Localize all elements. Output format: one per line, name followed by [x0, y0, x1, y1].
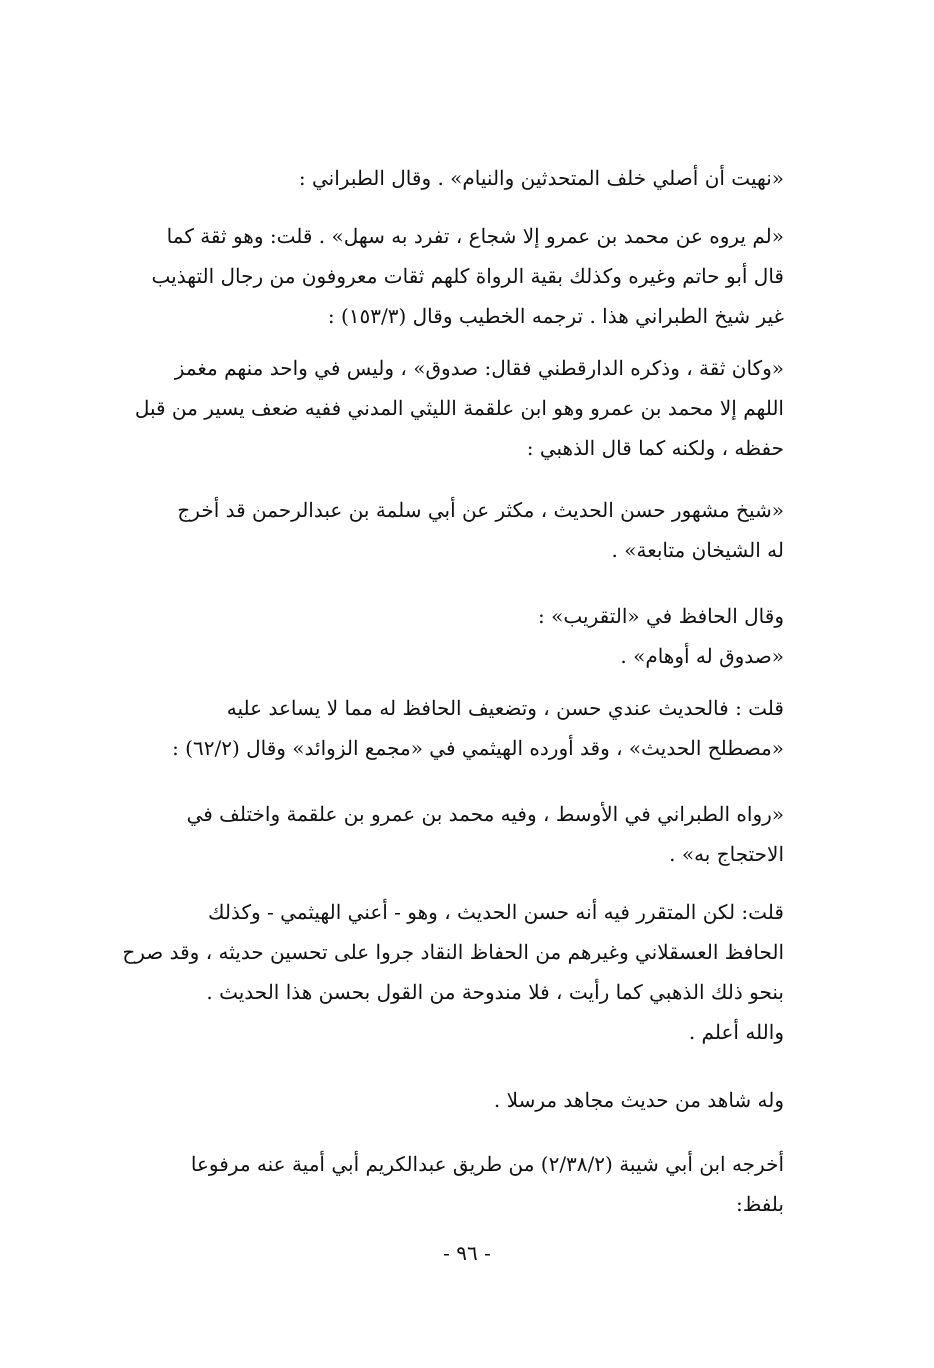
paragraph-line: اللهم إلا محمد بن عمرو وهو ابن علقمة الليثي المدني ففيه ضعف يسير من قبل	[134, 396, 784, 420]
paragraph-line: أخرجه ابن أبي شيبة (٢/٣٨/٢) من طريق عبدالكريم أبي أمية عنه مرفوعا	[190, 1152, 784, 1176]
paragraph-line: الحافظ العسقلاني وغيرهم من الحفاظ النقاد جروا على تحسين حديثه ، وقد صرح	[122, 940, 784, 964]
paragraph-10	[106, 1144, 784, 1224]
paragraph-7	[106, 794, 784, 874]
paragraph-line: له الشيخان متابعة» .	[611, 538, 784, 562]
paragraph-line: وقال الحافظ في «التقريب» :	[538, 604, 784, 628]
paragraph-1	[106, 158, 784, 198]
paragraph-8	[106, 892, 784, 1052]
paragraph-6	[106, 688, 784, 768]
paragraph-line: حفظه ، ولكنه كما قال الذهبي :	[526, 436, 784, 460]
paragraph-line: بنحو ذلك الذهبي كما رأيت ، فلا مندوحة من القول بحسن هذا الحديث .	[206, 980, 784, 1004]
paragraph-line: «شيخ مشهور حسن الحديث ، مكثر عن أبي سلمة بن عبدالرحمن قد أخرج	[177, 498, 784, 522]
paragraph-line: غير شيخ الطبراني هذا . ترجمه الخطيب وقال (١٥٣/٣) :	[327, 304, 784, 328]
paragraph-line: بلفظ:	[735, 1192, 784, 1216]
paragraph-line: «وكان ثقة ، وذكره الدارقطني فقال: صدوق» ، وليس في واحد منهم مغمز	[174, 356, 784, 380]
paragraph-3	[106, 348, 784, 468]
paragraph-line: قلت: لكن المتقرر فيه أنه حسن الحديث ، وهو - أعني الهيثمي - وكذلك	[208, 900, 784, 924]
paragraph-line: وله شاهد من حديث مجاهد مرسلا .	[493, 1088, 784, 1112]
paragraph-line: «نهيت أن أصلي خلف المتحدثين والنيام» . وقال الطبراني :	[298, 166, 784, 190]
paragraph-line: «مصطلح الحديث» ، وقد أورده الهيثمي في «مجمع الزوائد» وقال (٦٢/٢) :	[172, 736, 784, 760]
paragraph-line: والله أعلم .	[688, 1020, 784, 1044]
paragraph-5	[106, 596, 784, 676]
paragraph-2	[106, 216, 784, 336]
paragraph-line: قال أبو حاتم وغيره وكذلك بقية الرواة كلهم ثقات معروفون من رجال التهذيب	[151, 264, 784, 288]
paragraph-line: قلت : فالحديث عندي حسن ، وتضعيف الحافظ له مما لا يساعد عليه	[226, 696, 784, 720]
paragraph-line: «صدوق له أوهام» .	[620, 644, 784, 668]
paragraph-line: «لم يروه عن محمد بن عمرو إلا شجاع ، تفرد به سهل» . قلت: وهو ثقة كما	[166, 224, 784, 248]
paragraph-4	[106, 490, 784, 570]
paragraph-line: «رواه الطبراني في الأوسط ، وفيه محمد بن عمرو بن علقمة واختلف في	[186, 802, 784, 826]
paragraph-9	[106, 1080, 784, 1120]
paragraph-line: الاحتجاج به» .	[669, 842, 784, 866]
page-number: - ٩٦ -	[443, 1241, 491, 1265]
